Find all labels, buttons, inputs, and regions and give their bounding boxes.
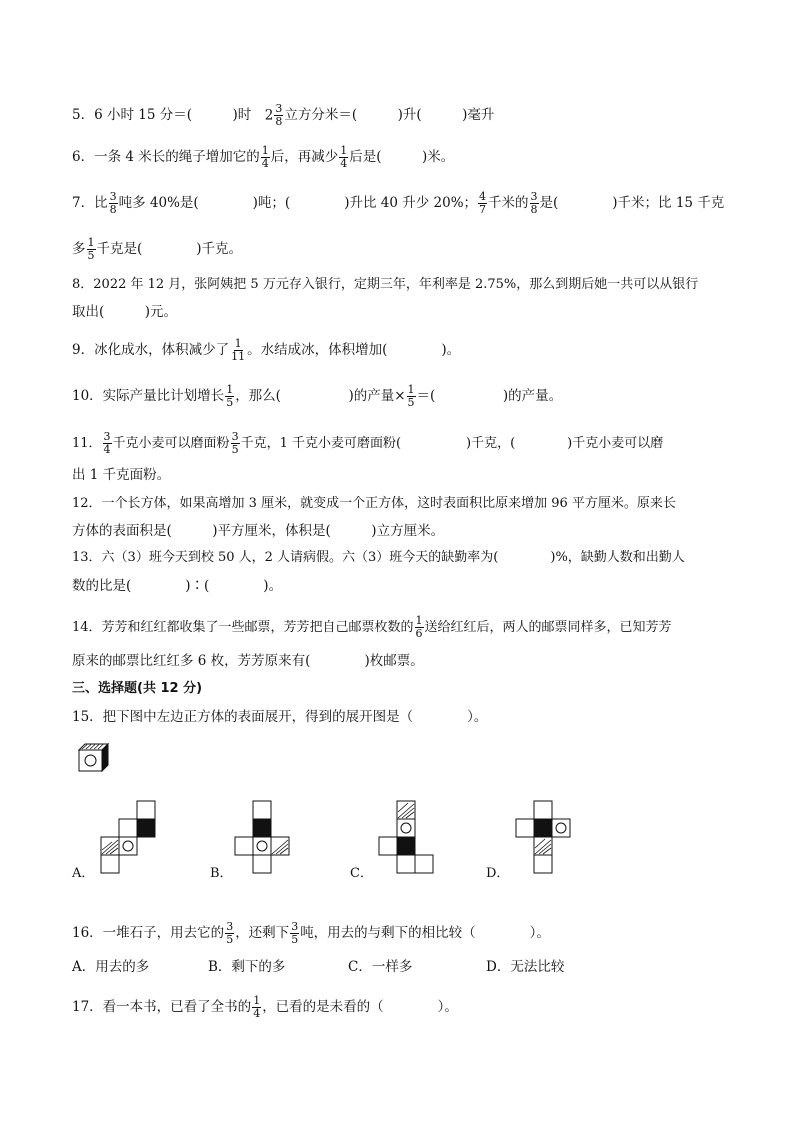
question-16: 16．一堆石子，用去它的 $\frac{3}{5}$ ，还剩下 $\frac{3}{5}$ 吨，用去的与剩下的相比较（ ）。: [72, 920, 550, 946]
fraction: $\frac{3}{8}$: [275, 102, 283, 128]
fraction: $\frac{3}{5}$: [291, 920, 299, 946]
net-option-d: [515, 800, 575, 875]
fraction: $\frac{1}{4}$: [261, 144, 269, 170]
fraction: $\frac{1}{6}$: [415, 614, 423, 640]
option-label-a[interactable]: A．: [72, 866, 95, 881]
net-option-b: [234, 800, 294, 875]
question-14: 14．芳芳和红红都收集了一些邮票，芳芳把自己邮票枚数的 $\frac{1}{6}$ 送给红红后，两人的邮票同样多，已知芳芳: [72, 614, 672, 640]
question-5: 5．6 小时 15 分＝( )时 2 $\frac{3}{8}$ 立方分米＝( )升( )毫升: [72, 102, 495, 128]
net-option-c: [378, 800, 438, 875]
fraction: $\frac{3}{8}$: [109, 190, 117, 216]
question-12: 12．一个长方体，如果高增加 3 厘米，就变成一个正方体，这时表面积比原来增加 96 平方厘米。原来长: [72, 496, 676, 511]
q16-option-c[interactable]: C．一样多: [348, 959, 413, 975]
q16-option-d[interactable]: D．无法比较: [486, 959, 565, 975]
net-option-a: [100, 800, 160, 875]
question-13-line-2: 数的比是( )∶( )。: [72, 578, 283, 594]
question-14-line-2: 原来的邮票比红红多 6 枚，芳芳原来有( )枚邮票。: [72, 653, 424, 669]
fraction: $\frac{3}{5}$: [231, 430, 239, 456]
q16-option-a[interactable]: A．用去的多: [72, 959, 150, 975]
fraction: $\frac{1}{5}$: [87, 236, 95, 262]
fraction: $\frac{3}{5}$: [226, 920, 234, 946]
question-10: 10．实际产量比计划增长 $\frac{1}{5}$ ，那么( )的产量× $\frac{1}{5}$ ＝( )的产量。: [72, 383, 563, 409]
fraction: $\frac{1}{5}$: [407, 383, 415, 409]
question-15: 15．把下图中左边正方体的表面展开，得到的展开图是（ ）。: [72, 709, 488, 725]
question-8: 8．2022 年 12 月，张阿姨把 5 万元存入银行，定期三年，年利率是 2.75%，那么到期后她一共可以从银行: [72, 277, 699, 292]
cube-figure: [78, 743, 110, 773]
q16-option-b[interactable]: B．剩下的多: [208, 959, 286, 975]
question-9: 9．冰化成水，体积减少了 $\frac{1}{11}$ 。水结成冰，体积增加( )。: [72, 337, 461, 363]
fraction: $\frac{4}{7}$: [479, 190, 487, 216]
option-label-b[interactable]: B．: [210, 866, 233, 881]
question-11-line-2: 出 1 千克面粉。: [72, 467, 171, 483]
section-heading: 三、选择题(共 12 分): [72, 681, 203, 696]
fraction: $\frac{1}{11}$: [231, 337, 246, 363]
fraction: $\frac{1}{4}$: [340, 144, 348, 170]
question-11: 11． $\frac{3}{4}$ 千克小麦可以磨面粉 $\frac{3}{5}$ 千克，1 千克小麦可磨面粉( )千克，( )千克小麦可以磨: [72, 430, 664, 456]
question-12-line-2: 方体的表面积是( )平方厘米，体积是( )立方厘米。: [72, 523, 445, 539]
option-label-d[interactable]: D．: [486, 866, 510, 881]
question-7: 7．比 $\frac{3}{8}$ 吨多 40%是( )吨；( )升比 40 升少 20%； $\frac{4}{7}$ 千米的 $\frac{3}{8}$ 是( )千米；比 15 千克: [72, 190, 725, 216]
question-7-line-2: 多 $\frac{1}{5}$ 千克是( )千克。: [72, 236, 243, 262]
question-13: 13．六（3）班今天到校 50 人，2 人请病假。六（3）班今天的缺勤率为( )%，缺勤人数和出勤人: [72, 550, 685, 565]
question-17: 17．看一本书，已看了全书的 $\frac{1}{4}$ ，已看的是未看的（ ）。: [72, 994, 458, 1020]
fraction: $\frac{3}{8}$: [530, 190, 538, 216]
question-8-line-2: 取出( )元。: [72, 304, 178, 320]
question-6: 6．一条 4 米长的绳子增加它的 $\frac{1}{4}$ 后，再减少 $\frac{1}{4}$ 后是( )米。: [72, 144, 455, 170]
fraction: $\frac{1}{5}$: [226, 383, 234, 409]
fraction: $\frac{1}{4}$: [253, 994, 261, 1020]
option-label-c[interactable]: C．: [350, 866, 373, 881]
fraction: $\frac{3}{4}$: [103, 430, 111, 456]
